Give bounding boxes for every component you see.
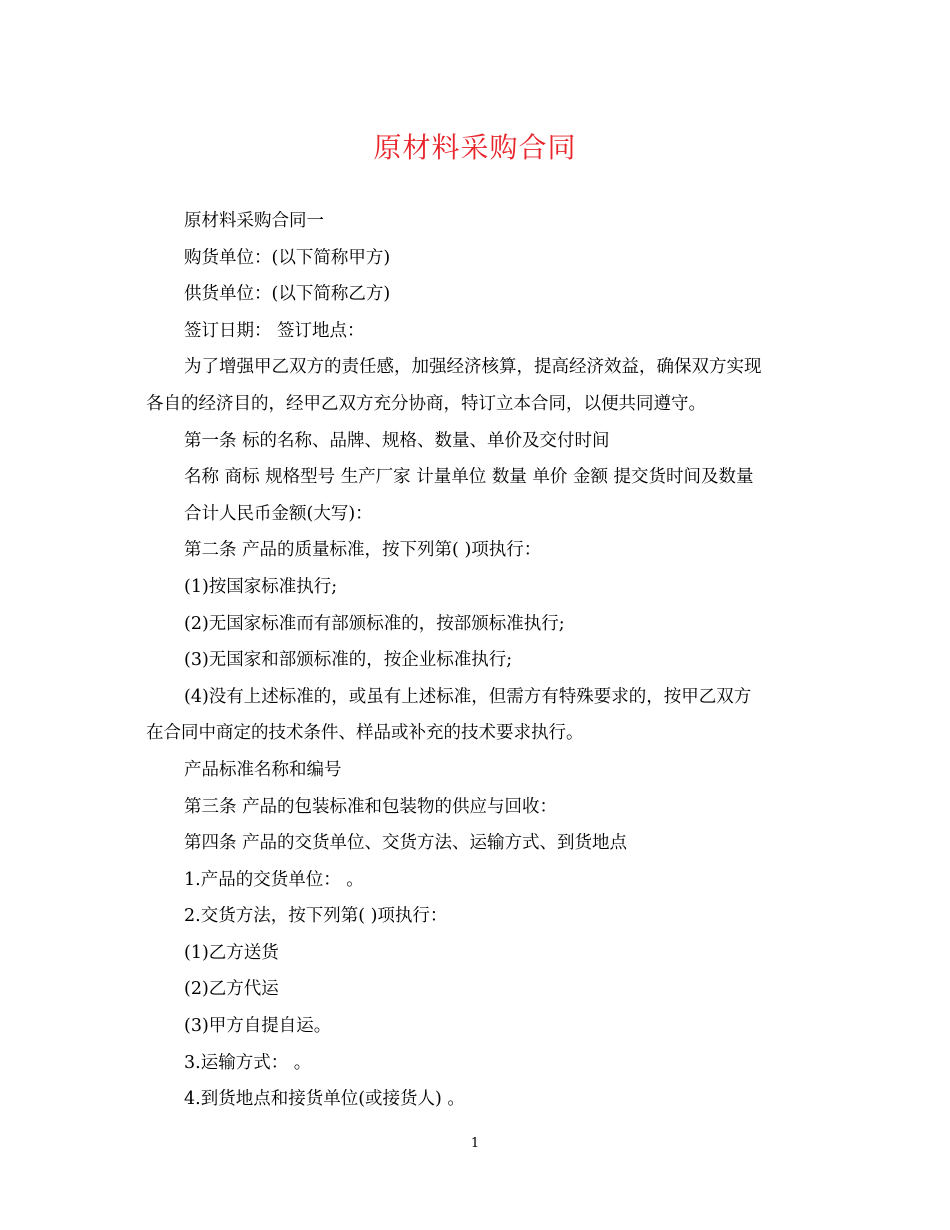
text-line: 在合同中商定的技术条件、样品或补充的技术要求执行。 bbox=[146, 723, 584, 744]
document-body bbox=[146, 203, 806, 1118]
text-line: 各自的经济目的，经甲乙双方充分协商，特订立本合同，以便共同遵守。 bbox=[146, 393, 706, 414]
text-line: 1.产品的交货单位： 。 bbox=[184, 869, 364, 890]
text-line: 供货单位：(以下简称乙方) bbox=[184, 284, 391, 305]
text-line: (2)无国家标准而有部颁标准的，按部颁标准执行; bbox=[184, 613, 565, 634]
text-line: (2)乙方代运 bbox=[184, 979, 279, 1000]
text-line: 购货单位：(以下简称甲方) bbox=[184, 247, 391, 268]
text-line: (1)按国家标准执行; bbox=[184, 576, 338, 597]
text-line: 第二条 产品的质量标准，按下列第( )项执行： bbox=[184, 540, 542, 561]
text-line: (4)没有上述标准的，或虽有上述标准，但需方有特殊要求的，按甲乙双方 bbox=[184, 686, 752, 707]
text-line: 第四条 产品的交货单位、交货方法、运输方式、到货地点 bbox=[184, 833, 628, 854]
text-line: 名称 商标 规格型号 生产厂家 计量单位 数量 单价 金额 提交货时间及数量 bbox=[184, 467, 754, 488]
text-line: 2.交货方法，按下列第( )项执行： bbox=[184, 906, 448, 927]
text-line: 3.运输方式： 。 bbox=[184, 1052, 312, 1073]
text-line: 为了增强甲乙双方的责任感，加强经济核算，提高经济效益，确保双方实现 bbox=[184, 357, 762, 378]
text-line: 原材料采购合同一 bbox=[184, 211, 324, 231]
document-title: 原材料采购合同 bbox=[373, 131, 577, 164]
text-line: 签订日期： 签订地点： bbox=[184, 320, 365, 341]
text-line: (3)甲方自提自运。 bbox=[184, 1016, 332, 1037]
page-number: 1 bbox=[470, 1136, 480, 1151]
text-line: 合计人民币金额(大写)： bbox=[184, 503, 373, 524]
text-line: 产品标准名称和编号 bbox=[184, 759, 342, 780]
text-line: 4.到货地点和接货单位(或接货人) 。 bbox=[184, 1089, 465, 1110]
text-line: 第一条 标的名称、品牌、规格、数量、单价及交付时间 bbox=[184, 430, 610, 451]
text-line: (1)乙方送货 bbox=[184, 942, 279, 963]
text-line: 第三条 产品的包装标准和包装物的供应与回收： bbox=[184, 796, 558, 817]
text-line: (3)无国家和部颁标准的，按企业标准执行; bbox=[184, 650, 513, 671]
